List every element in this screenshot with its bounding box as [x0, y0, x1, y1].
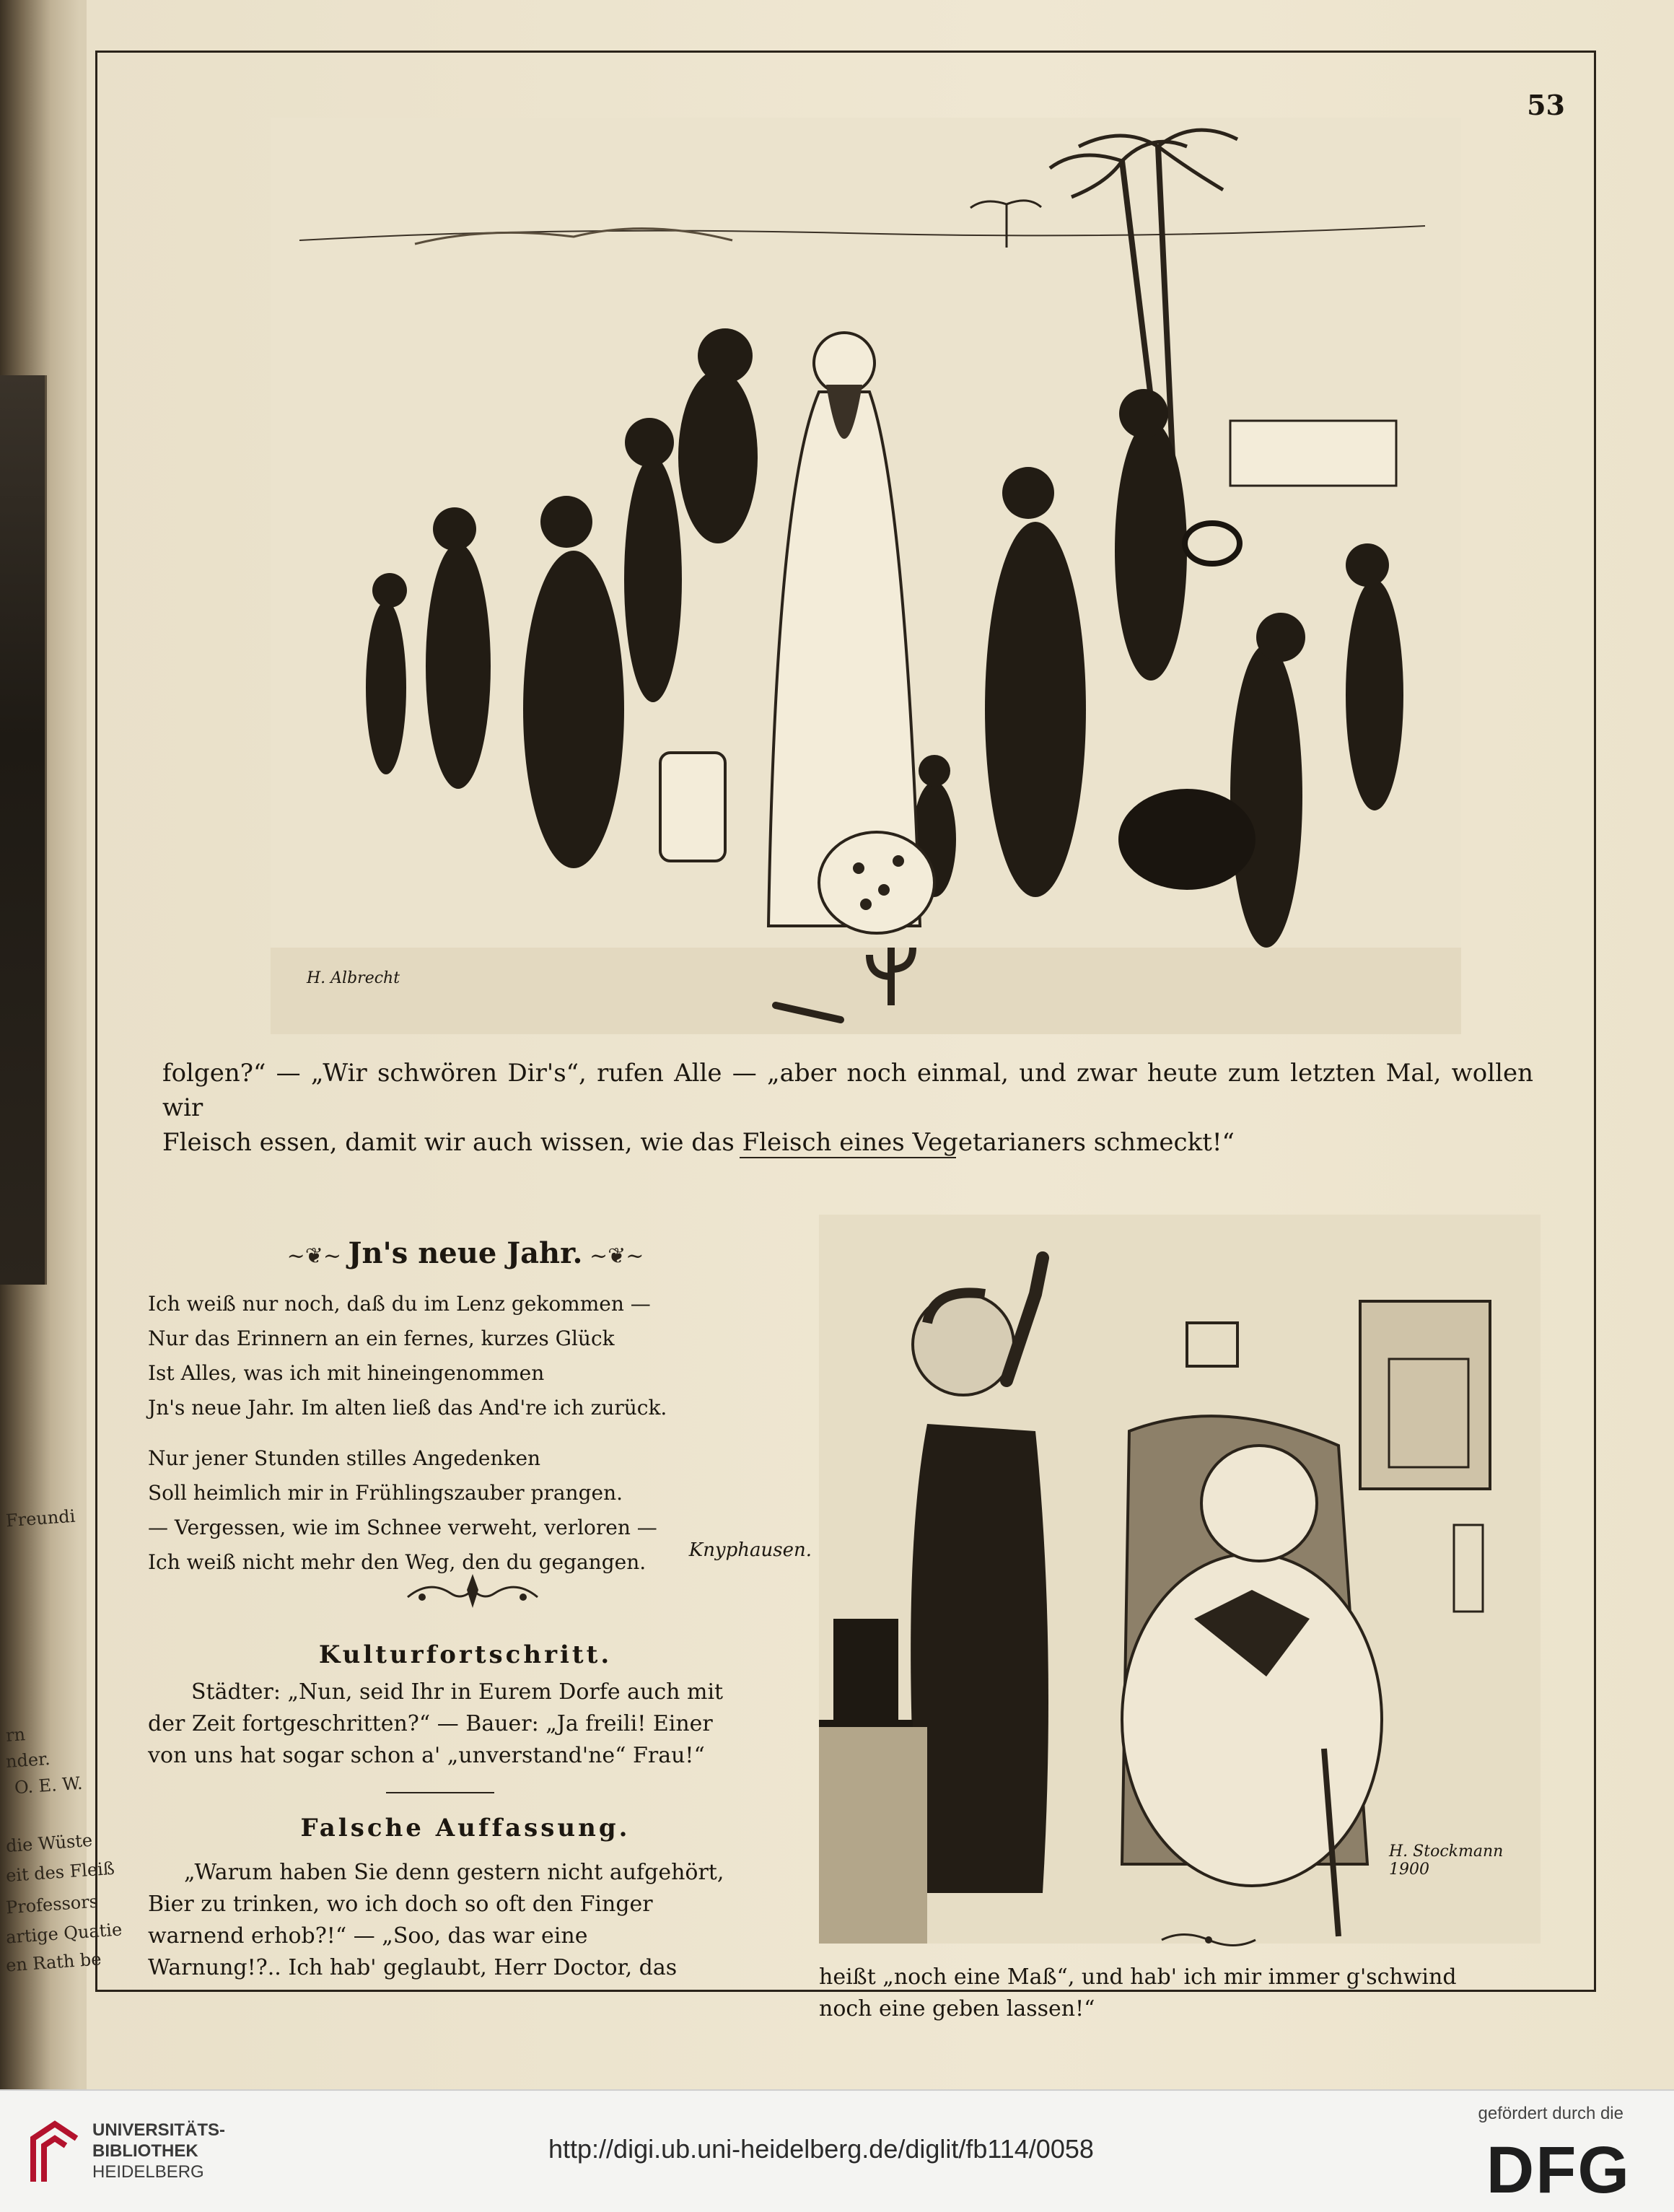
page-number: 53 [1527, 89, 1565, 121]
prose-line: „Warum haben Sie denn gestern nicht aufgehört, [184, 1860, 724, 1885]
prose-line: der Zeit fortgeschritten?“ — Bauer: „Ja freili! Einer [148, 1711, 713, 1736]
poem-line: Ist Alles, was ich mit hineingenommen [148, 1361, 545, 1385]
poem-author: Knyphausen. [688, 1539, 812, 1561]
section-divider [740, 1157, 956, 1158]
university-name-line: BIBLIOTHEK [92, 2141, 198, 2161]
margin-fragment: artige Quatie [5, 1919, 123, 1948]
page-frame [95, 51, 1596, 2021]
margin-fragment: eit des Fleiß [5, 1858, 115, 1887]
poem-line: — Vergessen, wie im Schnee verweht, verloren — [148, 1516, 657, 1539]
prose-line: Bier zu trinken, wo ich doch so oft den Finger [148, 1892, 653, 1917]
footer-bar [0, 2089, 1674, 2212]
margin-fragment: die Wüste [5, 1830, 94, 1857]
poem-line: Ich weiß nicht mehr den Weg, den du gegangen. [148, 1550, 647, 1574]
poem-line: Nur das Erinnern an ein fernes, kurzes Glück [148, 1326, 615, 1350]
prose-line: Warnung!?.. Ich hab' geglaubt, Herr Doctor, das [148, 1955, 678, 1980]
prose-line: Städter: „Nun, seid Ihr in Eurem Dorfe auch mit [191, 1679, 724, 1705]
illustration-doctor-patient [819, 1215, 1541, 1944]
margin-fragment: Freundi [5, 1505, 76, 1531]
dfg-logo[interactable]: DFG [1486, 2133, 1631, 2207]
poem-line: Soll heimlich mir in Frühlingszauber prangen. [148, 1481, 623, 1505]
permalink-url[interactable]: http://digi.ub.uni-heidelberg.de/diglit/fb114/0058 [548, 2134, 1094, 2164]
poem-stanza [148, 1287, 812, 1425]
cartoon-caption [162, 1056, 1533, 1160]
ornament-left: ~❦~ [286, 1243, 349, 1269]
facing-page-portrait [0, 375, 47, 1285]
university-name-line: HEIDELBERG [92, 2162, 204, 2182]
kultur-text [148, 1677, 812, 1772]
illustration-cannibal-scene [271, 118, 1461, 1034]
poem-title-text: Jn's neue Jahr. [348, 1236, 583, 1270]
prose-line: heißt „noch eine Maß“, und hab' ich mir immer g'schwind [819, 1964, 1457, 1990]
poem-title [141, 1236, 790, 1270]
section-title-falsche: Falsche Auffassung. [300, 1814, 631, 1842]
margin-fragment: O. E. W. [14, 1772, 84, 1798]
cannibal-scene-drawing [271, 118, 1461, 1034]
illustration-signature: H. Stockmann 1900 [1389, 1842, 1504, 1879]
funded-by-label: gefördert durch die [1478, 2104, 1623, 2123]
margin-fragment: Professors [5, 1891, 99, 1918]
caption-line: Fleisch essen, damit wir auch wissen, wie das Fleisch eines Vegetarianers schmeckt!“ [162, 1128, 1235, 1157]
facing-page-edge [0, 0, 123, 2089]
illustration-signature: H. Albrecht [307, 969, 400, 987]
ornament-right: ~❦~ [582, 1243, 644, 1269]
falsche-text [148, 1857, 812, 1984]
prose-line: noch eine geben lassen!“ [819, 1996, 1095, 2021]
caption-line: folgen?“ — „Wir schwören Dir's“, rufen Alle — „aber noch einmal, und zwar heute zum letzten Mal, wollen wir [162, 1059, 1533, 1122]
section-divider [386, 1792, 494, 1793]
university-name[interactable] [92, 2120, 225, 2182]
prose-line: warnend erhob?!“ — „Soo, das war eine [148, 1923, 588, 1949]
doctor-patient-drawing [819, 1215, 1541, 1944]
prose-line: von uns hat sogar schon a' „unverstand'ne“ Frau!“ [148, 1743, 705, 1768]
falsche-continuation [819, 1962, 1541, 2025]
ornament-small [1158, 1929, 1259, 1951]
section-title-kultur: Kulturfortschritt. [318, 1640, 613, 1669]
poem-line: Nur jener Stunden stilles Angedenken [148, 1446, 541, 1470]
university-logo[interactable] [26, 2117, 84, 2186]
poem-line: Ich weiß nur noch, daß du im Lenz gekommen — [148, 1292, 651, 1316]
margin-fragment: rn [5, 1724, 26, 1746]
university-name-line: UNIVERSITÄTS- [92, 2120, 226, 2140]
margin-fragment: en Rath be [5, 1949, 102, 1976]
margin-fragment: nder. [5, 1748, 51, 1772]
poem-line: Jn's neue Jahr. Im alten ließ das And're ich zurück. [148, 1396, 667, 1420]
ornament-vignette [400, 1568, 545, 1619]
